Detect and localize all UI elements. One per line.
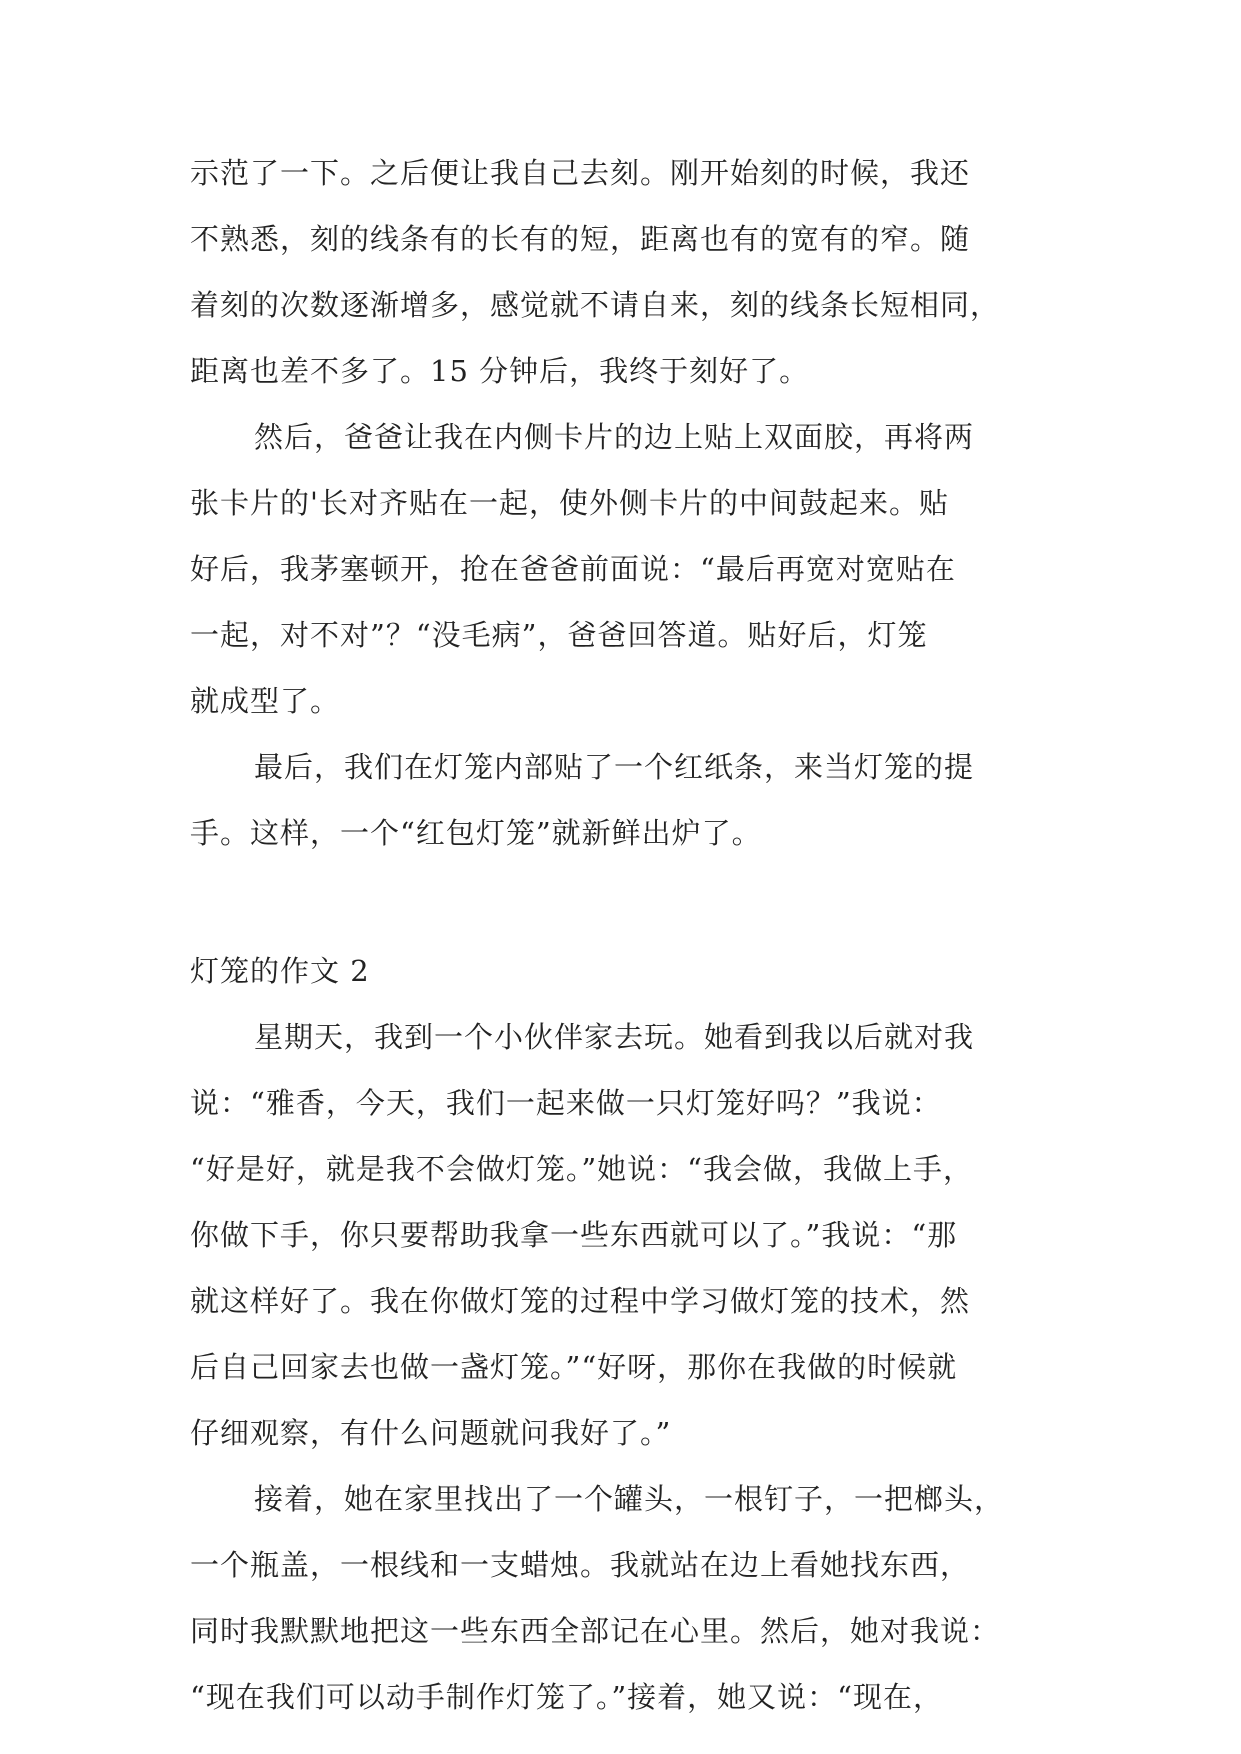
text-line: 就这样好了。我在你做灯笼的过程中学习做灯笼的技术，然 (190, 1284, 971, 1318)
text-line: 手。这样，一个“红包灯笼”就新鲜出炉了。 (190, 816, 762, 850)
text-line: 星期天，我到一个小伙伴家去玩。她看到我以后就对我 (254, 1020, 975, 1054)
text-line: 后自己回家去也做一盏灯笼。”“好呀，那你在我做的时候就 (190, 1350, 958, 1384)
section-heading: 灯笼的作文 2 (190, 954, 370, 988)
text-line: 然后，爸爸让我在内侧卡片的边上贴上双面胶，再将两 (254, 420, 975, 454)
text-line: 距离也差不多了。15 分钟后，我终于刻好了。 (190, 354, 810, 388)
text-line: 一起，对不对”？“没毛病”，爸爸回答道。贴好后，灯笼 (190, 618, 928, 652)
section-gap (190, 866, 1050, 938)
text-line: “好是好，就是我不会做灯笼。”她说：“我会做，我做上手， (190, 1152, 973, 1186)
document-page (190, 140, 1050, 1730)
text-line: “现在我们可以动手制作灯笼了。”接着，她又说：“现在， (190, 1680, 943, 1714)
text-line: 示范了一下。之后便让我自己去刻。刚开始刻的时候，我还 (190, 156, 971, 190)
paragraph-1 (190, 140, 1050, 404)
text-line: 不熟悉，刻的线条有的长有的短，距离也有的宽有的窄。随 (190, 222, 971, 256)
text-line: 一个瓶盖，一根线和一支蜡烛。我就站在边上看她找东西， (190, 1548, 971, 1582)
text-line: 张卡片的'长对齐贴在一起，使外侧卡片的中间鼓起来。贴 (190, 486, 949, 520)
paragraph-2 (190, 404, 1050, 734)
text-line: 就成型了。 (190, 684, 341, 718)
text-line: 着刻的次数逐渐增多，感觉就不请自来，刻的线条长短相同， (190, 288, 1001, 322)
text-line: 说：“雅香，今天，我们一起来做一只灯笼好吗？”我说： (190, 1086, 942, 1120)
text-line: 同时我默默地把这一些东西全部记在心里。然后，她对我说： (190, 1614, 1001, 1648)
paragraph-5 (190, 1466, 1050, 1730)
text-line: 你做下手，你只要帮助我拿一些东西就可以了。”我说：“那 (190, 1218, 958, 1252)
paragraph-3 (190, 734, 1050, 866)
text-line: 接着，她在家里找出了一个罐头，一根钉子，一把榔头， (254, 1482, 1005, 1516)
text-line: 仔细观察，有什么问题就问我好了。” (190, 1416, 672, 1450)
text-line: 好后，我茅塞顿开，抢在爸爸前面说：“最后再宽对宽贴在 (190, 552, 956, 586)
paragraph-4 (190, 1004, 1050, 1466)
text-line: 最后，我们在灯笼内部贴了一个红纸条，来当灯笼的提 (254, 750, 975, 784)
